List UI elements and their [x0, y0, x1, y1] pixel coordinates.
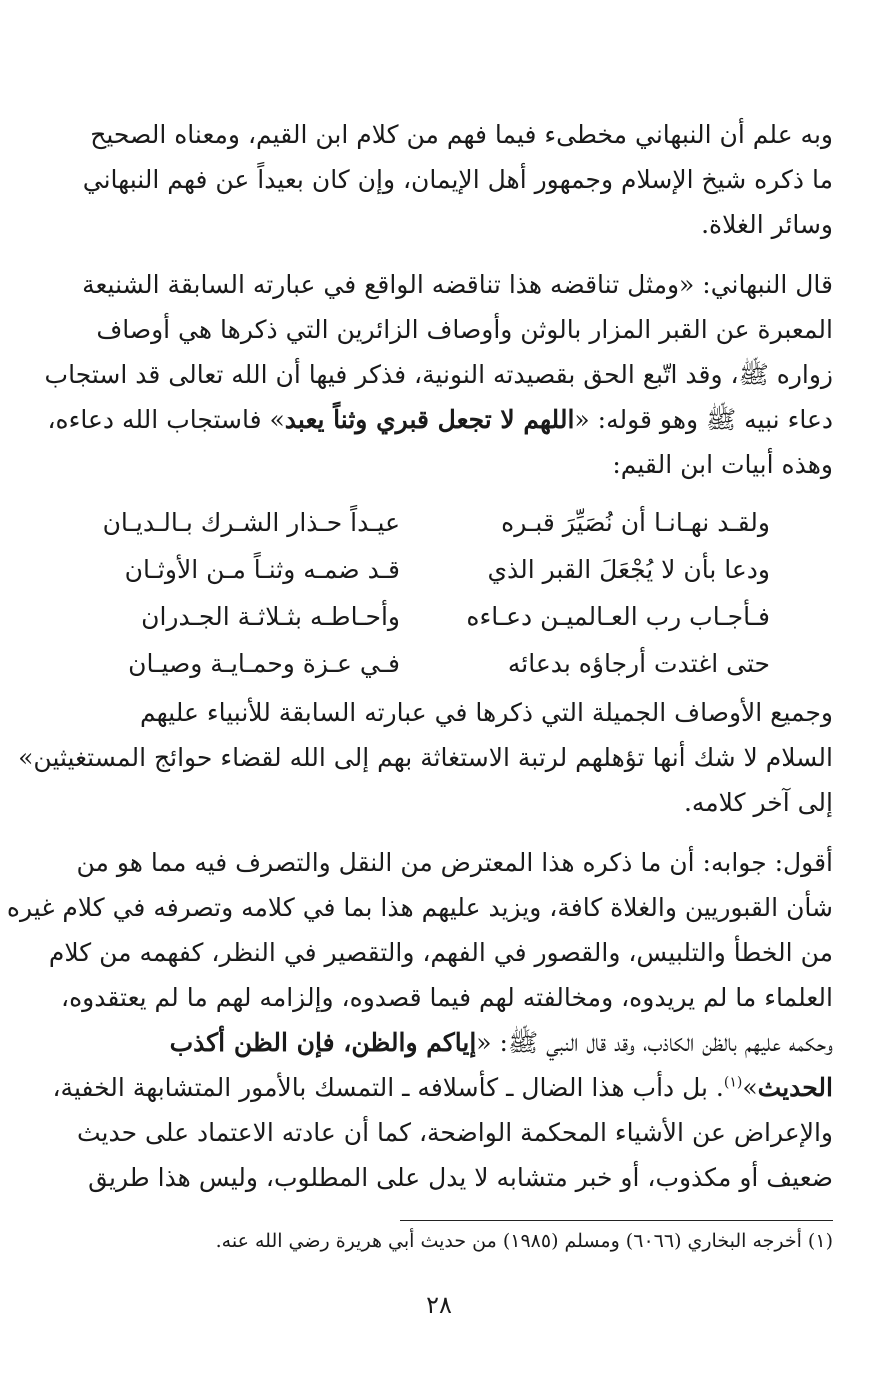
text-run: » فاستجاب الله دعاءه، — [47, 405, 285, 434]
text-line: العلماء ما لم يريدوه، ومخالفته لهم فيما قصدوه، وإلزامه لهم ما لم يعتقدوه، — [61, 983, 833, 1012]
verse-second-hemistich: فـي عـزة وحمـايـة وصيـان — [128, 649, 400, 678]
text-line: والإعراض عن الأشياء المحكمة الواضحة، كما أن عادته الاعتماد على حديث — [76, 1118, 833, 1147]
text-run: . بل دأب هذا الضال ـ كأسلافه ـ التمسك بالأمور المتشابهة الخفية، — [52, 1073, 724, 1102]
text-line — [46, 1065, 833, 1110]
text-line: شأن القبوريين والغلاة كافة، ويزيد عليهم هذا بما في كلامه وتصرفه في كلام غيره — [6, 893, 833, 922]
verse-second-hemistich: قـد ضمـه وثنـاً مـن الأوثـان — [124, 555, 400, 584]
text-line: ضعيف أو مكذوب، أو خبر متشابه لا يدل على المطلوب، وليس هذا طريق — [88, 1163, 833, 1192]
paragraph-1 — [46, 112, 833, 247]
verse-first-hemistich: فـأجـاب رب العـالميـن دعـاءه — [466, 602, 770, 631]
hadith-quote-bold: إياكم والظن، فإن الظن أكذب — [169, 1028, 477, 1057]
paragraph-4 — [6, 840, 833, 1200]
verse-row — [100, 499, 770, 546]
verse-first-hemistich: ودعا بأن لا يُجْعَلَ القبر الذي — [487, 555, 770, 584]
text-line: أقول: جوابه: أن ما ذكره هذا المعترض من النقل والتصرف فيه مما هو من — [76, 848, 833, 877]
verse-row — [100, 593, 770, 640]
paragraph-3 — [18, 690, 833, 825]
paragraph-2 — [46, 262, 833, 487]
page-number: ٢٨ — [426, 1291, 452, 1319]
footnote-separator — [400, 1220, 833, 1221]
text-line: وجميع الأوصاف الجميلة التي ذكرها في عبارته السابقة للأنبياء عليهم — [140, 698, 833, 727]
text-line: وهذه أبيات ابن القيم: — [612, 450, 833, 479]
verse-second-hemistich: عيـداً حـذار الشـرك بـالـديـان — [102, 508, 400, 537]
verse-second-hemistich: وأحـاطـه بثـلاثـة الجـدران — [141, 602, 400, 631]
text-line: وسائر الغلاة. — [701, 210, 833, 239]
hadith-quote-bold: الحديث — [757, 1073, 833, 1102]
text-run: دعاء نبيه ﷺ وهو قوله: « — [574, 405, 833, 434]
footnote-marker: (١) — [723, 1074, 743, 1091]
poem-verses — [100, 499, 770, 687]
footnote: (١) أخرجه البخاري (٦٠٦٦) ومسلم (١٩٨٥) من حديث أبي هريرة رضي الله عنه. — [215, 1230, 833, 1252]
hadith-quote-bold: اللهم لا تجعل قبري وثناً يعبد — [284, 405, 575, 434]
text-line: من الخطأ والتلبيس، والقصور في الفهم، والتقصير في النظر، كفهمه من كلام — [48, 938, 833, 967]
verse-row — [100, 640, 770, 687]
text-line: وبه علم أن النبهاني مخطىء فيما فهم من كلام ابن القيم، ومعناه الصحيح — [90, 120, 833, 149]
text-line: ما ذكره شيخ الإسلام وجمهور أهل الإيمان، وإن كان بعيداً عن فهم النبهاني — [82, 165, 833, 194]
text-line: زواره ﷺ، وقد اتّبع الحق بقصيدته النونية، فذكر فيها أن الله تعالى قد استجاب — [44, 360, 833, 389]
closing-quote: » — [742, 1073, 758, 1102]
text-run: وحكمه عليهم بالظن الكاذب، وقد قال النبي ﷺ: « — [476, 1028, 833, 1057]
text-line: المعبرة عن القبر المزار بالوثن وأوصاف الزائرين التي ذكرها هي أوصاف — [96, 315, 833, 344]
text-line: قال النبهاني: «ومثل تناقضه هذا تناقضه الواقع في عبارته السابقة الشنيعة — [82, 270, 833, 299]
text-line — [46, 397, 833, 442]
verse-first-hemistich: حتى اغتدت أرجاؤه بدعائه — [507, 649, 770, 678]
text-line: إلى آخر كلامه. — [683, 788, 833, 817]
text-line: السلام لا شك أنها تؤهلهم لرتبة الاستغاثة بهم إلى الله لقضاء حوائج المستغيثين» — [18, 743, 833, 772]
verse-first-hemistich: ولقـد نهـانـا أن نُصَيِّرَ قبـره — [501, 508, 770, 537]
text-line — [46, 1020, 833, 1065]
verse-row — [100, 546, 770, 593]
